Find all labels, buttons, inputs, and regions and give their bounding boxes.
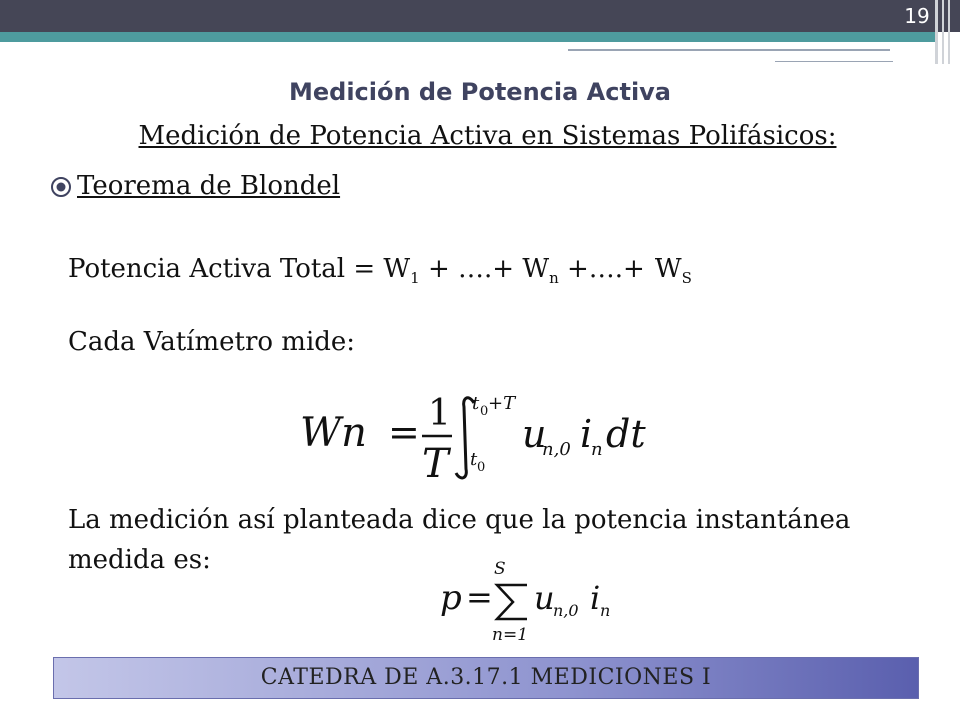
ws-subscript: S <box>681 269 692 288</box>
wn-i-sub: n <box>591 439 603 460</box>
page-number: 19 <box>904 4 930 28</box>
footer-banner <box>54 658 918 698</box>
header-right-strip-3 <box>948 0 950 64</box>
measurement-line-1: La medición así planteada dice que la potencia instantánea <box>68 505 851 535</box>
upper-limit-sub: 0 <box>480 404 489 419</box>
wn-dt: dt <box>606 412 646 456</box>
total-power-mid2: +….+ <box>558 254 645 284</box>
wn-u: u <box>522 412 547 456</box>
upper-limit-t: t <box>472 393 480 414</box>
upper-limit-rest: +T <box>488 393 516 414</box>
lower-limit-t: t <box>470 449 478 470</box>
summation-sign-icon <box>497 585 527 619</box>
each-meter-text: Cada Vatímetro mide: <box>68 327 356 357</box>
header-right-strip-2 <box>942 0 944 64</box>
w1-subscript: 1 <box>410 269 420 288</box>
lower-limit-sub: 0 <box>477 460 486 475</box>
wn-numerator: 1 <box>428 393 451 434</box>
bullet-text: Teorema de Blondel <box>77 171 341 201</box>
p-lhs: p <box>440 578 462 618</box>
p-equals: = <box>466 578 493 616</box>
p-i: i <box>590 579 601 617</box>
p-formula <box>440 552 640 646</box>
sum-upper: S <box>494 559 506 579</box>
wn-lhs: Wn <box>300 410 367 456</box>
slide-subtitle: Medición de Potencia Activa en Sistemas Polifásicos: <box>138 121 837 151</box>
total-power-mid1: + ….+ W <box>419 254 550 284</box>
wn-i: i <box>580 412 593 456</box>
total-power-wlast: W <box>654 254 682 284</box>
wn-denominator: T <box>422 441 449 485</box>
wn-subscript: n <box>549 269 559 288</box>
sum-lower: n=1 <box>492 625 529 645</box>
circled-dot-icon <box>50 175 72 197</box>
p-u-sub: n,0 <box>553 601 579 620</box>
header-divider-line <box>568 49 890 51</box>
wn-u-sub: n,0 <box>542 439 571 460</box>
wn-equals: = <box>388 410 420 454</box>
p-u: u <box>534 579 555 617</box>
footer-text: CATEDRA DE A.3.17.1 MEDICIONES I <box>260 665 712 690</box>
measurement-line-2: medida es: <box>68 545 211 575</box>
slide-header-bar <box>0 0 960 32</box>
total-power-equation <box>68 254 692 287</box>
header-divider-line-2 <box>775 61 893 62</box>
p-i-sub: n <box>600 601 611 620</box>
slide-title: Medición de Potencia Activa <box>288 78 672 106</box>
wn-formula <box>300 385 660 485</box>
header-accent-band <box>0 32 935 42</box>
total-power-lhs: Potencia Activa Total = W <box>68 254 411 284</box>
bullet-item <box>50 171 340 201</box>
